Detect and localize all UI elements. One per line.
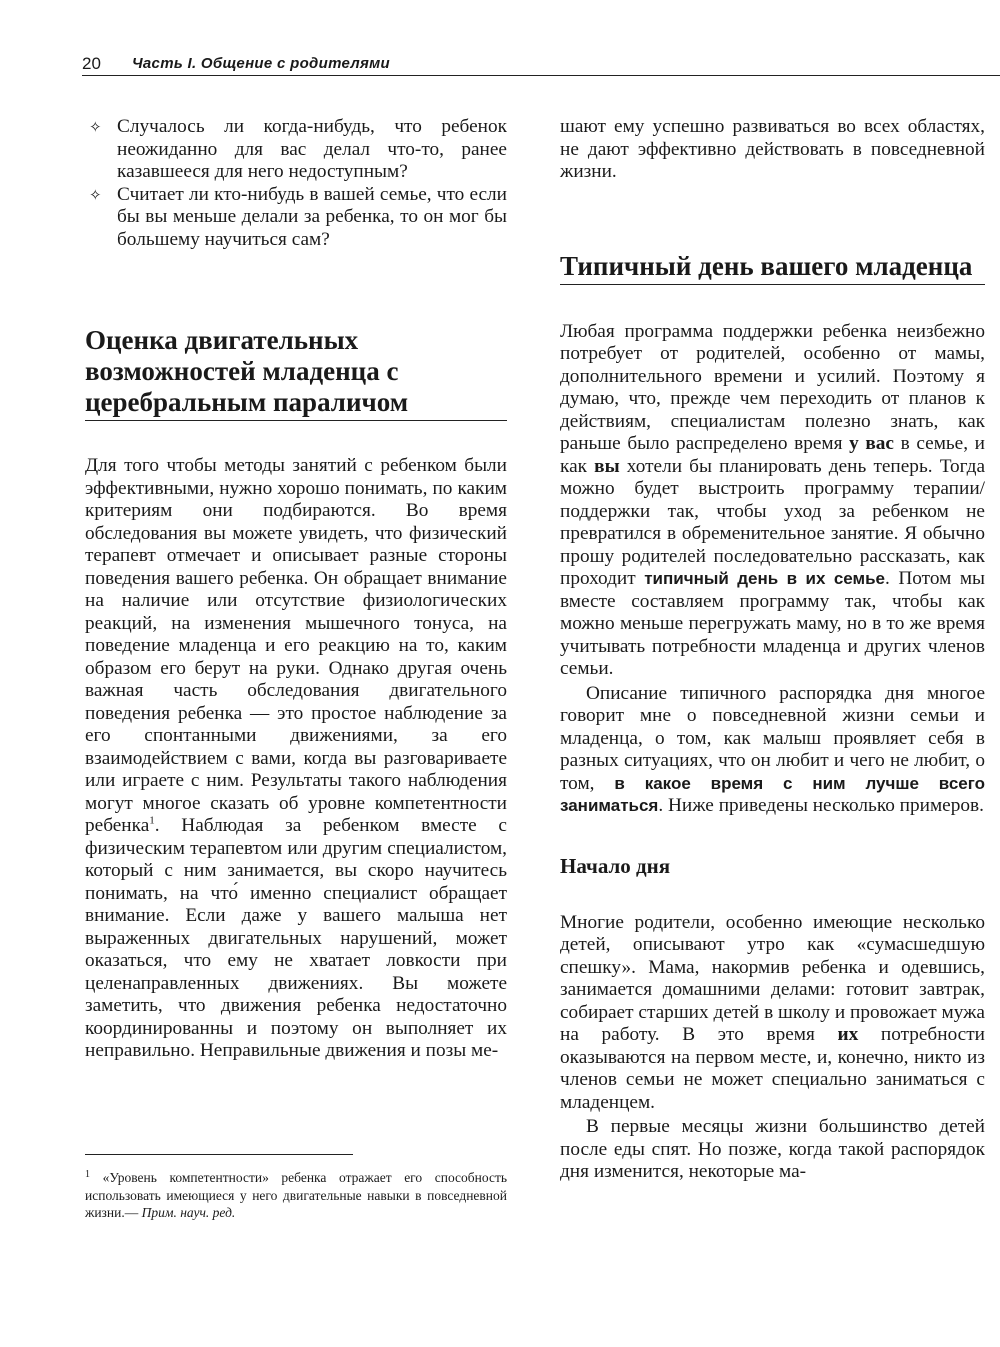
footnote-ref[interactable]: 1 bbox=[149, 814, 155, 827]
page-number: 20 bbox=[82, 54, 101, 73]
emphasis-text: вы bbox=[594, 455, 620, 477]
question-list bbox=[85, 116, 507, 251]
emphasis-text: типичный день в их семье bbox=[644, 569, 886, 588]
body-paragraph bbox=[85, 455, 507, 1063]
body-paragraph bbox=[560, 683, 985, 818]
left-column bbox=[85, 116, 507, 1063]
right-column bbox=[560, 116, 985, 1184]
list-item-text: Случалось ли когда-нибудь, что ребенок неожиданно для вас делал что-то, ранее казавшееся для него недоступным? bbox=[117, 116, 507, 182]
header-rule bbox=[82, 75, 1000, 76]
section-title: Оценка двигательных возможностей младенца с церебральным параличом bbox=[85, 325, 507, 421]
paragraph-text: Для того чтобы методы занятий с ребенком были эффективными, нужно хорошо понимать, по каким критериям они подбираются. Во время обследования вы можете увидеть, что физический терапевт отмечает и описывает разные стороны поведения вашего ребенка. Он обращает внимание на наличие или отсутствие физиологических реакций, на изменения мышечного тонуса, на поведение младенца и его реакцию на то, каким образом его берут на руки. Однако другая очень важная часть обследования двигательного поведения ребенка — это простое наблюдение за его спонтанными движениями, за его взаимодействием с вами, когда вы разговариваете или играете с ним. Результаты такого наблюдения могут многое сказать об уровне компетентности ребенка bbox=[85, 455, 507, 836]
paragraph-text: хотели бы планировать день теперь. Тогда можно будет выстроить программу терапии/поддержки так, чтобы уход за ребенком не превратился в обременительное занятие. Я обычно прошу родителей последовательно рассказать, как проходит bbox=[560, 455, 986, 589]
footnote-number: 1 bbox=[85, 1169, 90, 1180]
emphasis-text: в какое время с ним лучше всего заниматься bbox=[560, 773, 985, 815]
list-item bbox=[85, 116, 507, 184]
footnote-editor-note: Прим. науч. ред. bbox=[141, 1205, 236, 1220]
list-item-text: Считает ли кто-нибудь в вашей семье, что если бы вы меньше делали за ребенка, то он мог бы большему научиться сам? bbox=[117, 183, 507, 250]
subsection-title: Начало дня bbox=[560, 853, 671, 878]
body-paragraph: В первые месяцы жизни большинство детей после еды спят. Но позже, когда такой распорядок дня изменится, некоторые ма- bbox=[560, 1116, 985, 1182]
paragraph-text: Любая программа поддержки ребенка неизбежно потребует от родителей, особенно от мамы, дополнительного времени и усилий. Поэтому я думаю, что, прежде чем переходить от планов к действиям, специалистам полезно знать, как раньше было распределено время bbox=[560, 320, 985, 454]
paragraph-text: потребности оказываются на первом месте, и, конечно, никто из членов семьи не может специально заниматься с младенцем. bbox=[560, 1024, 985, 1113]
diamond-bullet-icon: ✧ bbox=[89, 185, 102, 204]
footnote bbox=[85, 1166, 507, 1222]
paragraph-text: . Наблюдая за ребенком вместе с физическим терапевтом или другим специалистом, который с ним занимается, вы скоро научитесь понимать, на что́ именно специалист обращает внимание. Если даже у вашего малыша нет выраженных двигательных нарушений, может оказаться, что ему не хватает ловкости при целенаправленных движениях. Вы можете заметить, что движения ребенка недостаточно координированны и поэтому он выполняет их неправильно. Неправильные движения и позы ме- bbox=[85, 815, 507, 1061]
section-title: Типичный день вашего младенца bbox=[560, 251, 985, 285]
paragraph-text: Описание типичного распорядка дня многое говорит мне о повседневной жизни семьи и младенца, о том, как малыш проявляет себя в разных ситуациях, что он любит и чего не любит, о том, bbox=[560, 682, 985, 794]
paragraph-text: в семье, и как bbox=[560, 433, 985, 477]
body-paragraph bbox=[560, 321, 985, 681]
paragraph-text: Многие родители, особенно имеющие несколько детей, описывают утро как «сумасшедшую спешку». Мама, накормив ребенка и одевшись, занимается домашними делами: готовит завтрак, собирает старших детей в школу и провожает мужа на работу. В это время bbox=[560, 911, 985, 1045]
continued-text: шают ему успешно развиваться во всех областях, не дают эффективно действовать в повседневной жизни. bbox=[560, 116, 985, 182]
footnote-divider bbox=[85, 1154, 353, 1155]
emphasis-text: их bbox=[837, 1024, 859, 1045]
footnote-text: «Уровень компетентности» ребенка отражает его способность использовать имеющиеся у него двигательные навыки в повседневной жизни.— bbox=[85, 1170, 508, 1220]
paragraph-text: . Потом мы вместе составляем программу так, чтобы как можно меньше перегружать маму, но в то же время учитывать потребности младенца и других членов семьи. bbox=[560, 568, 986, 679]
paragraph-text: . Ниже приведены несколько примеров. bbox=[658, 795, 984, 816]
body-paragraph bbox=[560, 912, 985, 1115]
diamond-bullet-icon: ✧ bbox=[89, 118, 102, 136]
running-title: Часть I. Общение с родителями bbox=[132, 55, 390, 72]
list-item bbox=[85, 184, 507, 252]
emphasis-text: у вас bbox=[849, 433, 894, 454]
page-header bbox=[82, 54, 1000, 76]
